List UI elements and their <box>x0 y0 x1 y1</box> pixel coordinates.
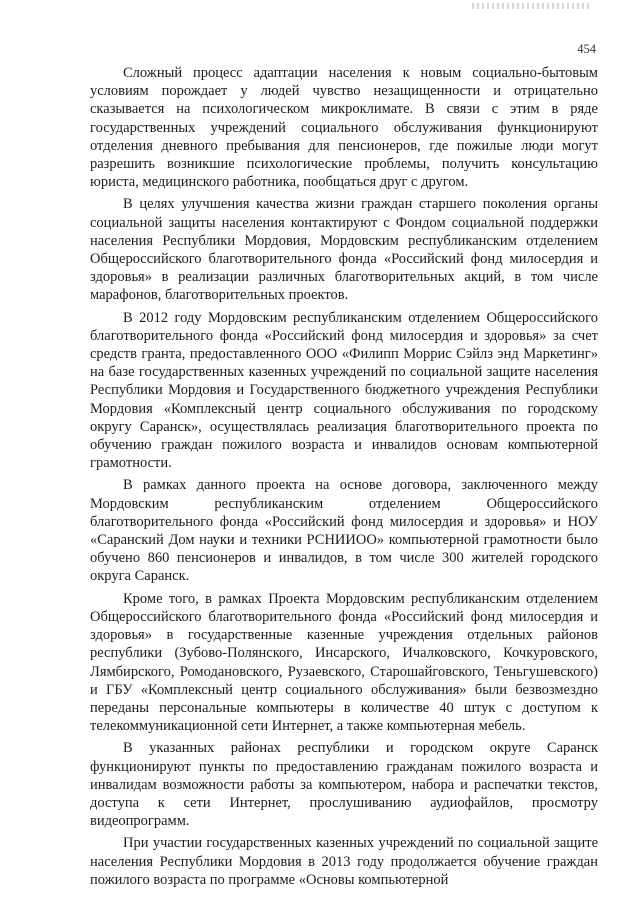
paragraph-2012-project: В 2012 году Мордовским республиканским отделением Общероссийского благотворительного фонда «Российский фонд милосердия и здоровья» за счет средств гранта, предоставленного ООО «Филипп Моррис Сэйлз энд Маркетинг» на базе государственных казенных учреждений по социальной защите населения Республики Мордовия и Государственного бюджетного учреждения Республики Мордовия «Комплексный центр социального обслуживания по городскому округу Саранск», осуществлялась реализация благотворительного проекта по обучению граждан пожилого возраста и инвалидов основам компьютерной грамотности. <box>90 309 598 472</box>
document-body <box>90 64 598 889</box>
paragraph-2013-training: При участии государственных казенных учреждений по социальной защите населения Республики Мордовия в 2013 году продолжается обучение граждан пожилого возраста по программе «Основы компьютерной <box>90 835 598 888</box>
scan-artifact <box>472 3 592 9</box>
page-number: 454 <box>577 42 596 56</box>
paragraph-adaptation: Сложный процесс адаптации населения к новым социально-бытовым условиям порождает у людей чувство незащищенности и отрицательно сказывается на психологическом микроклимате. В связи с этим в ряде государственных учреждений социального обслуживания функционируют отделения дневного пребывания для пенсионеров, где пожилые люди могут разрешить возникшие психологические проблемы, получить консультацию юриста, медицинского работника, пообщаться друг с другом. <box>90 65 598 191</box>
paragraph-computer-donation: Кроме того, в рамках Проекта Мордовским республиканским отделением Общероссийского благотворительного фонда «Российский фонд милосердия и здоровья» в государственные казенные учреждения отдельных районов республики (Зубово-Полянского, Инсарского, Ичалковского, Кочкуровского, Лямбирского, Ромодановского, Рузаевского, Старошайговского, Теньгушевского) и ГБУ «Комплексный центр социального обслуживания» были безвозмездно переданы персональные компьютеры в количестве 40 штук с доступом к телекоммуникационной сети Интернет, а также компьютерная мебель. <box>90 590 598 735</box>
paragraph-service-points: В указанных районах республики и городском округе Саранск функционируют пункты по предоставлению гражданам пожилого возраста и инвалидам возможности работы за компьютером, набора и распечатки текстов, доступа к сети Интернет, прослушиванию аудиофайлов, просмотру видеопрограмм. <box>90 740 598 830</box>
paragraph-quality-of-life: В целях улучшения качества жизни граждан старшего поколения органы социальной защиты населения контактируют с Фондом социальной поддержки населения Республики Мордовия, Мордовским республиканским отделением Общероссийского благотворительного фонда «Российский фонд милосердия и здоровья» в реализации различных благотворительных акций, в том числе марафонов, благотворительных проектов. <box>90 196 598 304</box>
paragraph-training-results: В рамках данного проекта на основе договора, заключенного между Мордовским республиканским отделением Общероссийского благотворительного фонда «Российский фонд милосердия и здоровья» и НОУ «Саранский Дом науки и техники РСНИИОО» компьютерной грамотности было обучено 860 пенсионеров и инвалидов, в том числе 300 жителей городского округа Саранск. <box>90 477 598 585</box>
